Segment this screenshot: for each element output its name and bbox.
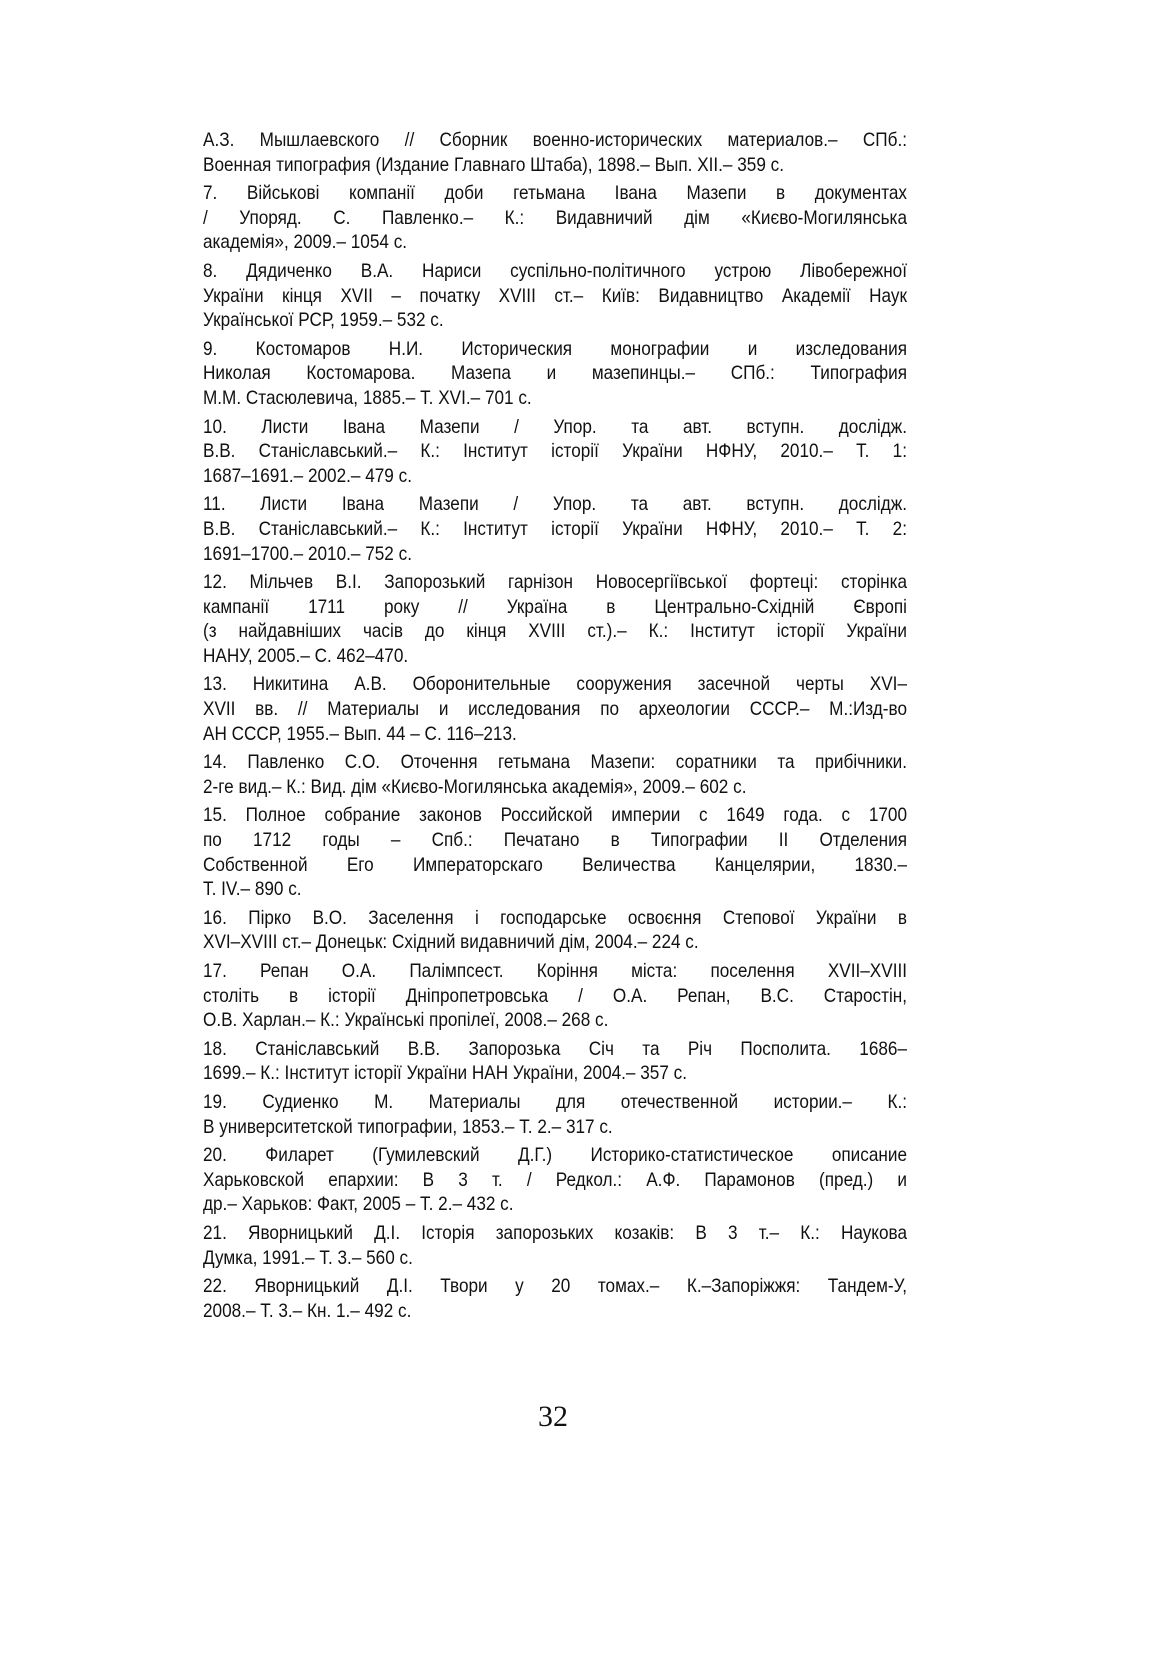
reference-line: 14. Павленко С.О. Оточення гетьмана Мазепи: соратники та прибічники. — [203, 751, 907, 774]
reference-entry — [203, 259, 907, 333]
reference-line: Думка, 1991.– Т. 3.– 560 с. — [203, 1246, 413, 1269]
reference-line: 1687–1691.– 2002.– 479 с. — [203, 464, 412, 487]
reference-line: А.З. Мышлаевского // Сборник военно-исторических материалов.– СПб.: — [203, 129, 907, 151]
reference-line: 10. Листи Івана Мазепи / Упор. та авт. вступн. дослідж. — [203, 415, 907, 438]
reference-entry — [203, 1221, 907, 1270]
reference-line: АН СССР, 1955.– Вып. 44 – С. 116–213. — [203, 722, 517, 745]
reference-line: (з найдавніших часів до кінця XVIII ст.).– К.: Інститут історії України — [203, 620, 907, 643]
reference-line: Собственной Его Императорскаго Величества Канцелярии, 1830.– — [203, 853, 907, 876]
reference-entry — [203, 1037, 907, 1086]
reference-entry — [203, 1274, 907, 1323]
reference-line: М.М. Стасюлевича, 1885.– Т. XVI.– 701 с. — [203, 386, 532, 409]
reference-line: України кінця XVII – початку XVIII ст.– Київ: Видавництво Академії Наук — [203, 284, 907, 307]
reference-line: 13. Никитина А.В. Оборонительные сооружения засечной черты XVI– — [203, 673, 907, 696]
reference-line: 22. Яворницький Д.І. Твори у 20 томах.– К.–Запоріжжя: Тандем-У, — [203, 1275, 907, 1298]
reference-entry — [203, 128, 907, 177]
reference-entry — [203, 415, 907, 489]
reference-line: Харьковской епархии: В 3 т. / Редкол.: А.Ф. Парамонов (пред.) и — [203, 1168, 907, 1191]
reference-line: / Упоряд. С. Павленко.– К.: Видавничий дім «Києво-Могилянська — [203, 206, 907, 229]
reference-line: 17. Репан О.А. Палімпсест. Коріння міста: поселення XVII–XVIII — [203, 960, 907, 982]
reference-line: 2008.– Т. 3.– Кн. 1.– 492 с. — [203, 1299, 412, 1322]
reference-entry — [203, 570, 907, 668]
reference-line: др.– Харьков: Факт, 2005 – Т. 2.– 432 с. — [203, 1193, 514, 1216]
reference-entry — [203, 337, 907, 411]
reference-line: 19. Судиенко М. Материалы для отечественной истории.– К.: — [203, 1090, 907, 1113]
reference-line: XVII вв. // Материалы и исследования по археологии СССР.– М.:Изд-во — [203, 698, 907, 721]
reference-line: В.В. Станіславський.– К.: Інститут історії України НФНУ, 2010.– Т. 1: — [203, 440, 907, 463]
reference-line: 20. Филарет (Гумилевский Д.Г.) Историко-статистическое описание — [203, 1144, 907, 1167]
reference-line: 15. Полное собрание законов Российской империи с 1649 года. с 1700 — [203, 804, 907, 827]
reference-entry — [203, 1143, 907, 1217]
reference-entry — [203, 181, 907, 255]
reference-line: Николая Костомарова. Мазепа и мазепинцы.– СПб.: Типография — [203, 362, 907, 385]
reference-line: Української РСР, 1959.– 532 с. — [203, 309, 444, 332]
reference-line: Военная типография (Издание Главнаго Штаба), 1898.– Вып. XII.– 359 с. — [203, 153, 785, 176]
reference-entry — [203, 959, 907, 1033]
reference-line: 1691–1700.– 2010.– 752 с. — [203, 542, 412, 565]
reference-line: 12. Мільчев В.І. Запорозький гарнізон Новосергіївської фортеці: сторінка — [203, 571, 907, 594]
reference-line: В.В. Станіславський.– К.: Інститут історії України НФНУ, 2010.– Т. 2: — [203, 517, 907, 540]
reference-line: 1699.– К.: Інститут історії України НАН України, 2004.– 357 с. — [203, 1062, 687, 1085]
page-number: 32 — [538, 1400, 568, 1433]
reference-list — [203, 128, 907, 1327]
reference-line: 7. Військові компанії доби гетьмана Івана Мазепи в документах — [203, 182, 907, 205]
reference-line: НАНУ, 2005.– С. 462–470. — [203, 644, 409, 667]
reference-line: 11. Листи Івана Мазепи / Упор. та авт. вступн. дослідж. — [203, 493, 907, 516]
reference-line: по 1712 годы – Спб.: Печатано в Типографии II Отделения — [203, 829, 907, 852]
reference-line: В университетской типографии, 1853.– Т. 2.– 317 с. — [203, 1115, 613, 1138]
reference-line: 18. Станіславський В.В. Запорозька Січ та Річ Посполита. 1686– — [203, 1037, 907, 1060]
reference-line: століть в історії Дніпропетровська / О.А. Репан, В.С. Старостін, — [203, 984, 907, 1007]
reference-entry — [203, 492, 907, 566]
reference-entry — [203, 672, 907, 746]
reference-line: XVI–XVIII ст.– Донецьк: Східний видавничий дім, 2004.– 224 с. — [203, 931, 699, 954]
reference-line: О.В. Харлан.– К.: Українські пропілеї, 2008.– 268 с. — [203, 1009, 609, 1032]
reference-line: кампанії 1711 року // Україна в Центрально-Східній Європі — [203, 595, 907, 618]
reference-line: 8. Дядиченко В.А. Нариси суспільно-політичного устрою Лівобережної — [203, 259, 907, 282]
reference-line: 2-ге вид.– К.: Вид. дім «Києво-Могилянська академія», 2009.– 602 с. — [203, 775, 747, 798]
reference-line: 16. Пірко В.О. Заселення і господарське освоєння Степової України в — [203, 906, 907, 929]
reference-entry — [203, 803, 907, 901]
reference-line: Т. IV.– 890 с. — [203, 878, 302, 901]
reference-entry — [203, 1090, 907, 1139]
reference-line: 9. Костомаров Н.И. Историческия монографии и изследования — [203, 337, 907, 360]
reference-line: 21. Яворницький Д.І. Історія запорозьких козаків: В 3 т.– К.: Наукова — [203, 1221, 907, 1244]
reference-entry — [203, 906, 907, 955]
reference-line: академія», 2009.– 1054 с. — [203, 231, 408, 254]
reference-entry — [203, 750, 907, 799]
